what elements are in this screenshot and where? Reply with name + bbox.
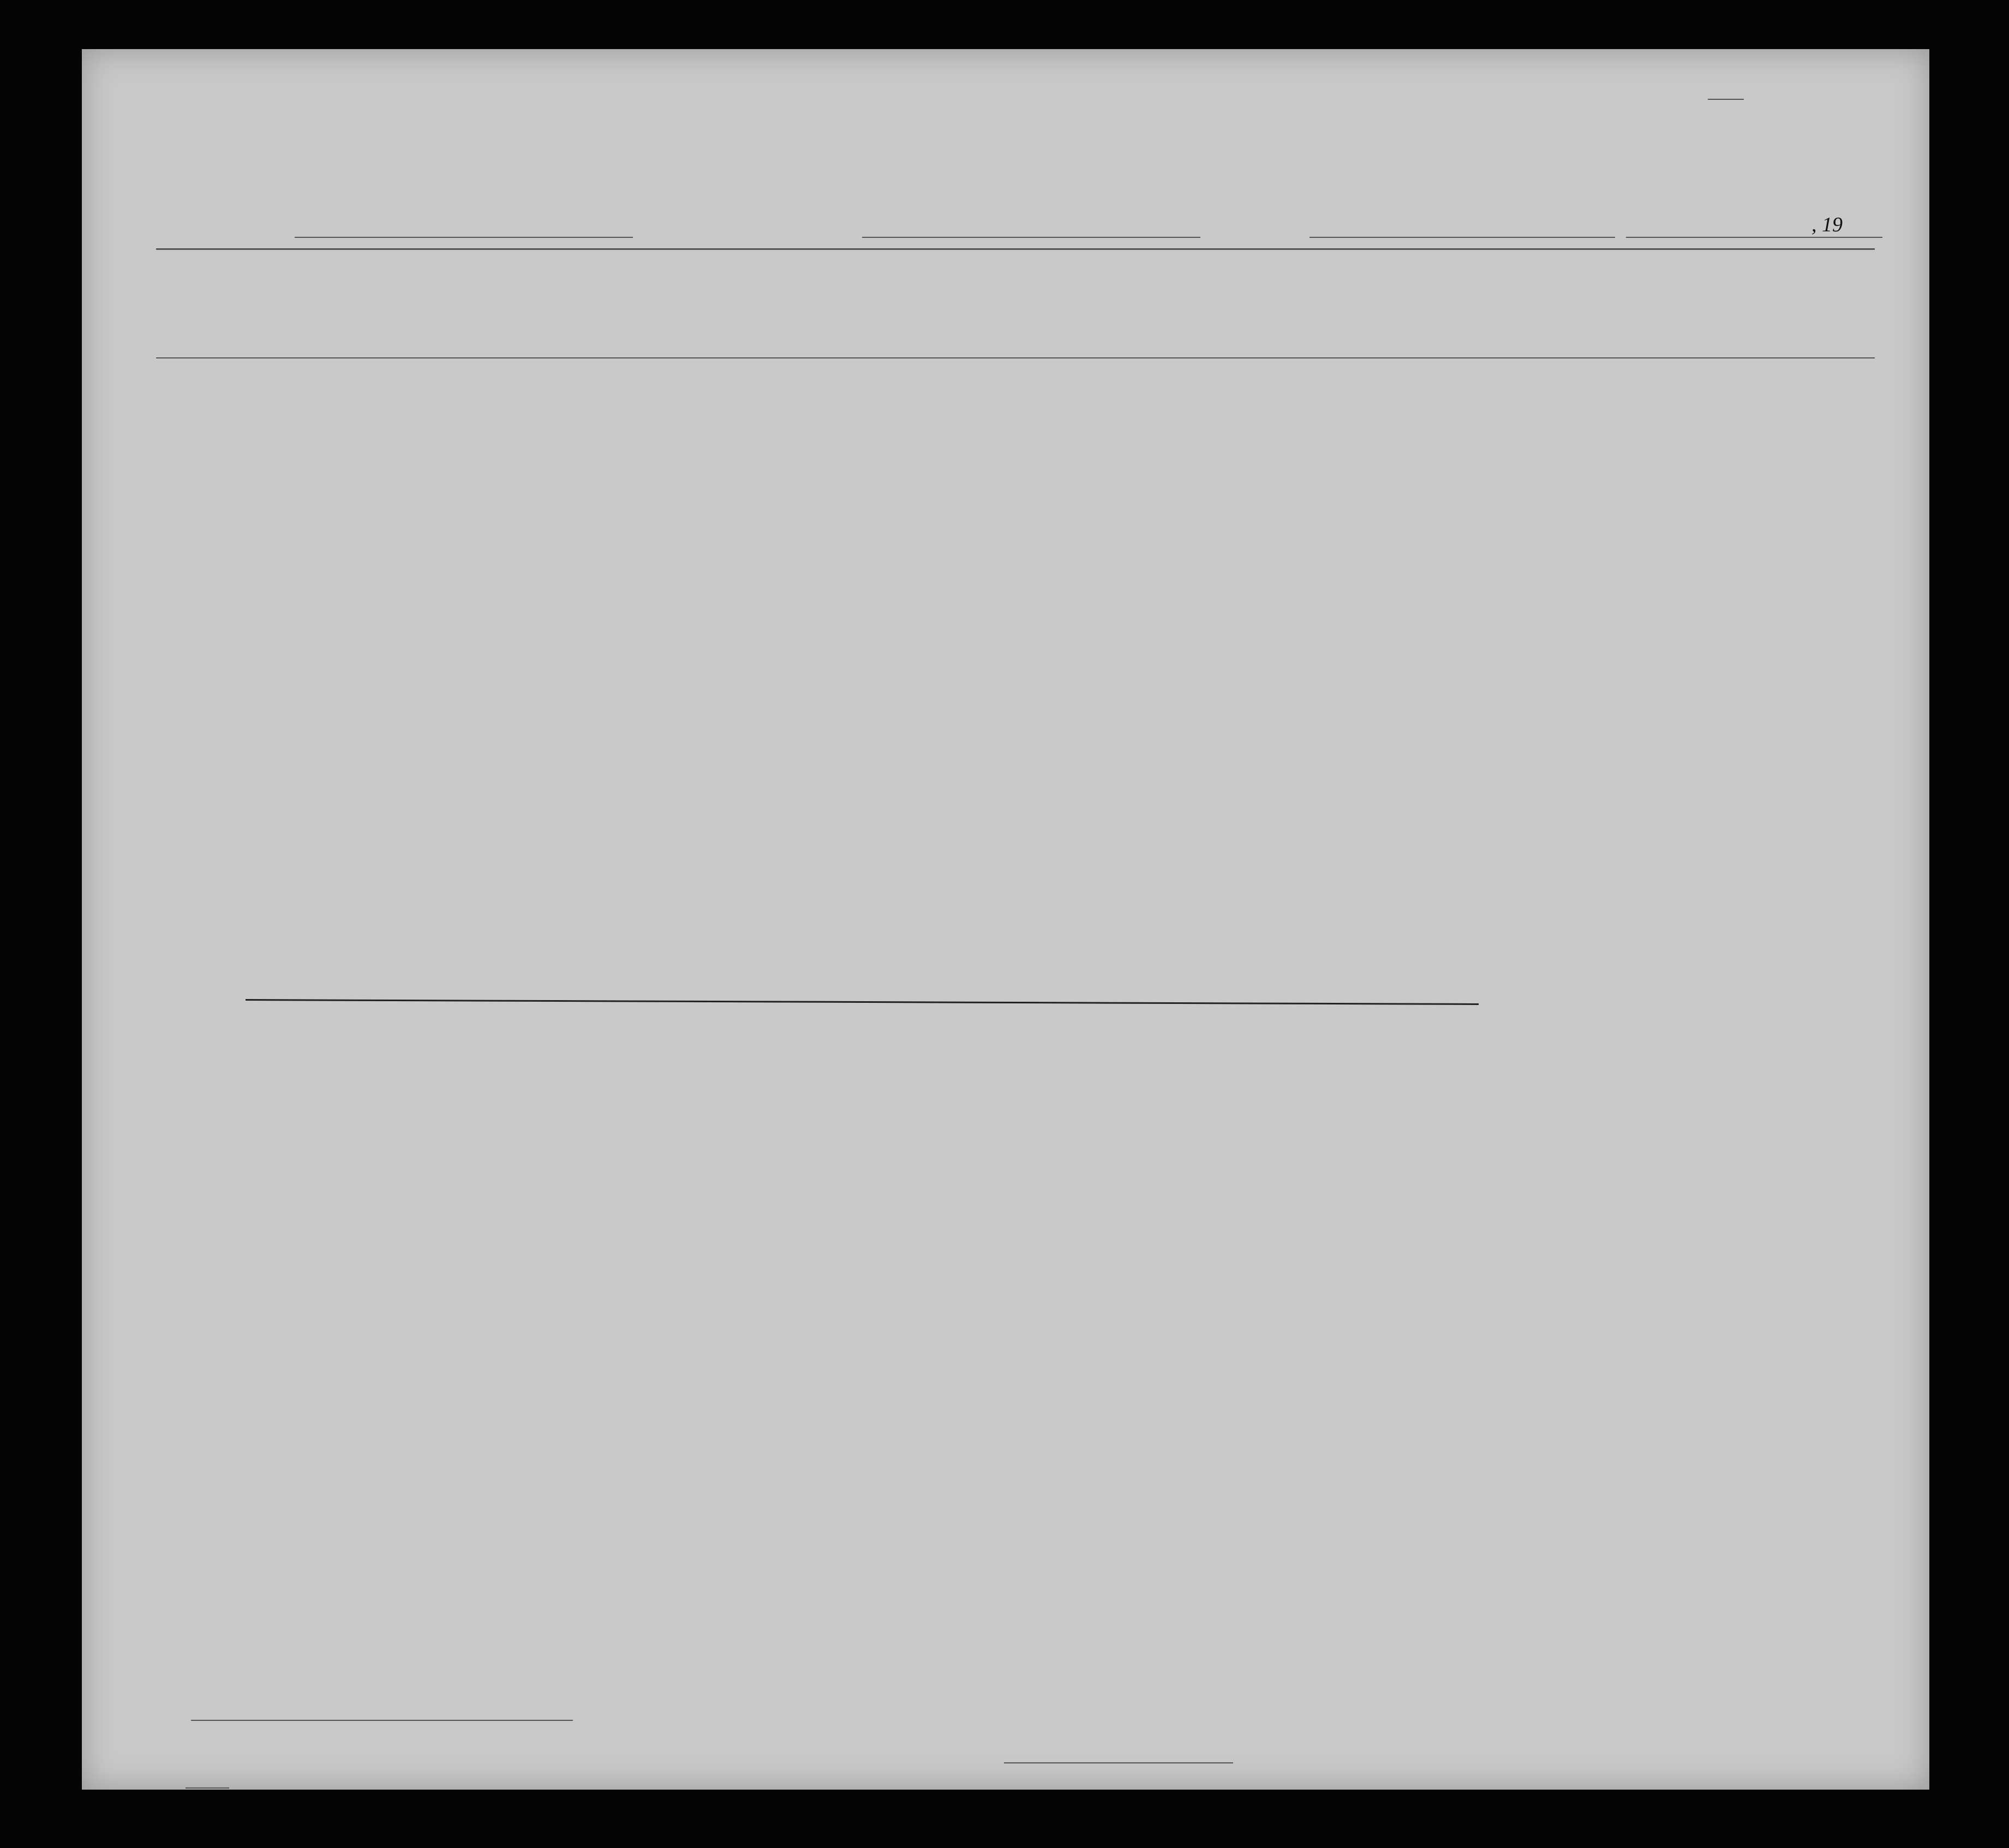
footer-owners — [175, 1732, 182, 1747]
sheet-number — [1708, 82, 1744, 99]
voyage-line: , 19 — [186, 211, 1888, 243]
footer-line — [175, 1705, 573, 1720]
agents-value — [186, 1760, 229, 1789]
crew-table — [156, 248, 1875, 1656]
manifest-sheet — [82, 49, 1929, 1790]
sheet-value — [1708, 84, 1744, 100]
arrival-stamp — [94, 306, 116, 338]
line-value — [191, 1705, 573, 1721]
footer-agents — [175, 1760, 229, 1787]
